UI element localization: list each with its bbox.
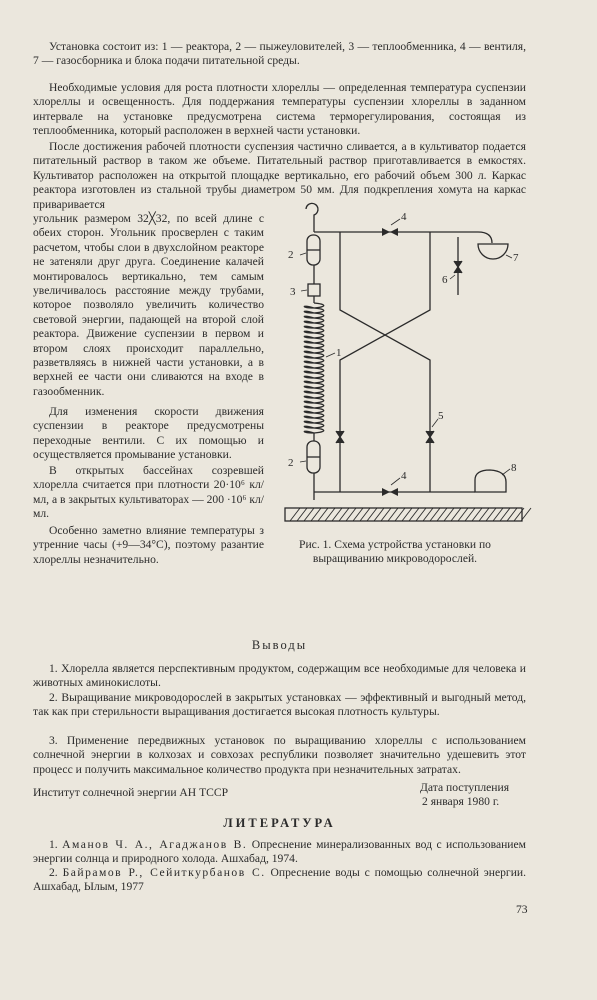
institute-name: Институт солнечной энергии АН ТССР [33,786,229,799]
installation-schema-figure [270,195,540,530]
label-4-top: 4 [401,211,407,223]
page-number: 73 [516,903,528,916]
received-date: 2 января 1980 г. [422,795,500,808]
intro-paragraph-components: Установка состоит из: 1 — реактора, 2 — пыжеуловителей, 3 — теплообменника, 4 — вентиля, 7 — газосборника и блока подачи питательной среды. [33,40,526,68]
reference-2-title: Опреснение воды с помощью солнечной энергии. Ашхабад, Ылым, 1977 [33,866,526,894]
figure-caption: Рис. 1. Схема устройства установки по выращиванию микроводорослей. [299,538,491,566]
valve-5-vertical [426,431,434,443]
valve-6-feed [454,261,462,273]
conclusions-heading: Выводы [251,638,308,652]
reference-2-number: 2. [49,866,58,879]
heat-exchanger [308,284,320,296]
reference-1-authors: Аманов Ч. А., Агаджанов В. [62,838,248,851]
label-8: 8 [511,462,517,474]
valve-4-bottom [382,488,398,496]
label-1: 1 [336,347,342,359]
reference-2 [33,866,526,895]
references-heading: ЛИТЕРАТУРА [223,816,336,830]
label-7: 7 [513,252,519,264]
label-3: 3 [290,286,296,298]
reference-1-number: 1. [49,838,58,851]
left-paragraph-angle: угольник размером 32╳32, по всей длине с обеих сторон. Угольник просверлен с таким расчетом, чтобы слои в двухслойном реакторе не затеняли друг друга. Соединение калачей монтировалось вертикально, тем самым увеличивалось расстояние между трубами, которое позволяло увеличить количество световой энергии, падающей на второй слой реактора. Движение суспензии в первом и втором слоях происходит параллельно, разветвляясь в нижней части установки, а в верхней ее части они сливаются на входе в газообменник. [33,212,264,398]
conclusion-item-2: 2. Выращивание микроводорослей в закрытых установках — эффективный и выгодный метод, так как при стерильности выращивания достигается высокая плотность культуры. [33,691,526,719]
left-paragraph-valves: Для изменения скорости движения суспензии в реакторе предусмотрены переходные вентили. С их помощью и осуществляется промывание установки. [33,405,264,462]
left-paragraph-density: В открытых бассейнах созревшей хлорелла считается при плотности 20·10⁶ кл/мл, а в закрытых культиваторах — 200 ·10⁶ кл/мл. [33,464,264,521]
reference-1-title: Опреснение минерализованных вод с использованием энергии солнца и природного холода. Ашхабад, 1974. [33,838,526,866]
left-paragraph-temperature: Особенно заметно влияние температуры з утренние часы (+9—34°С), поэтому разантие хлореллы незначительно. [33,524,264,566]
label-2-upper: 2 [288,249,294,261]
label-5: 5 [438,410,444,422]
label-4-bottom: 4 [401,470,407,482]
label-6: 6 [442,274,448,286]
reference-1 [33,838,526,867]
top-pipe [314,232,492,243]
intro-paragraph-cultivator: После достижения рабочей плотности суспензия частично сливается, а в культиватор подается питательный раствор в таком же объеме. Питательный раствор приготавливается в емкостях. Культиватор расположен на открытой площадке вертикально, его рабочий объем 300 л. Каркас реактора изготовлен из стальной трубы диаметром 50 мм. Для подкрепления хомута на каркас приваривается [33,140,526,211]
pump-shape [475,470,506,492]
inner-loop-pipe [340,232,430,492]
received-label: Дата поступления [420,781,510,794]
gas-collector [478,244,508,259]
reactor-coil [304,303,324,433]
label-2-lower: 2 [288,457,294,469]
valve-left-vertical [336,431,344,443]
valve-4-top [382,228,398,236]
reference-2-authors: Байрамов Р., Сейиткурбанов С. [62,866,266,879]
conclusion-item-1: 1. Хлорелла является перспективным продуктом, содержащим все необходимые для человека и животных аминокислоты. [33,662,526,690]
conclusion-item-3: 3. Применение передвижных установок по выращиванию хлореллы с использованием солнечной энергии в колхозах и совхозах республики позволяет значительно удешевить этот процесс и получить максимальное количество продукта при незначительных затратах. [33,734,526,776]
intro-paragraph-conditions: Необходимые условия для роста плотности хлореллы — определенная температура суспензии хлореллы и освещенность. Для поддержания температуры суспензии хлореллы в заданном интервале на установке предусмотрена система терморегулирования, состоящая из теплообменника, который расположен в верхней части установки. [33,81,526,138]
hook-shape [306,203,318,232]
